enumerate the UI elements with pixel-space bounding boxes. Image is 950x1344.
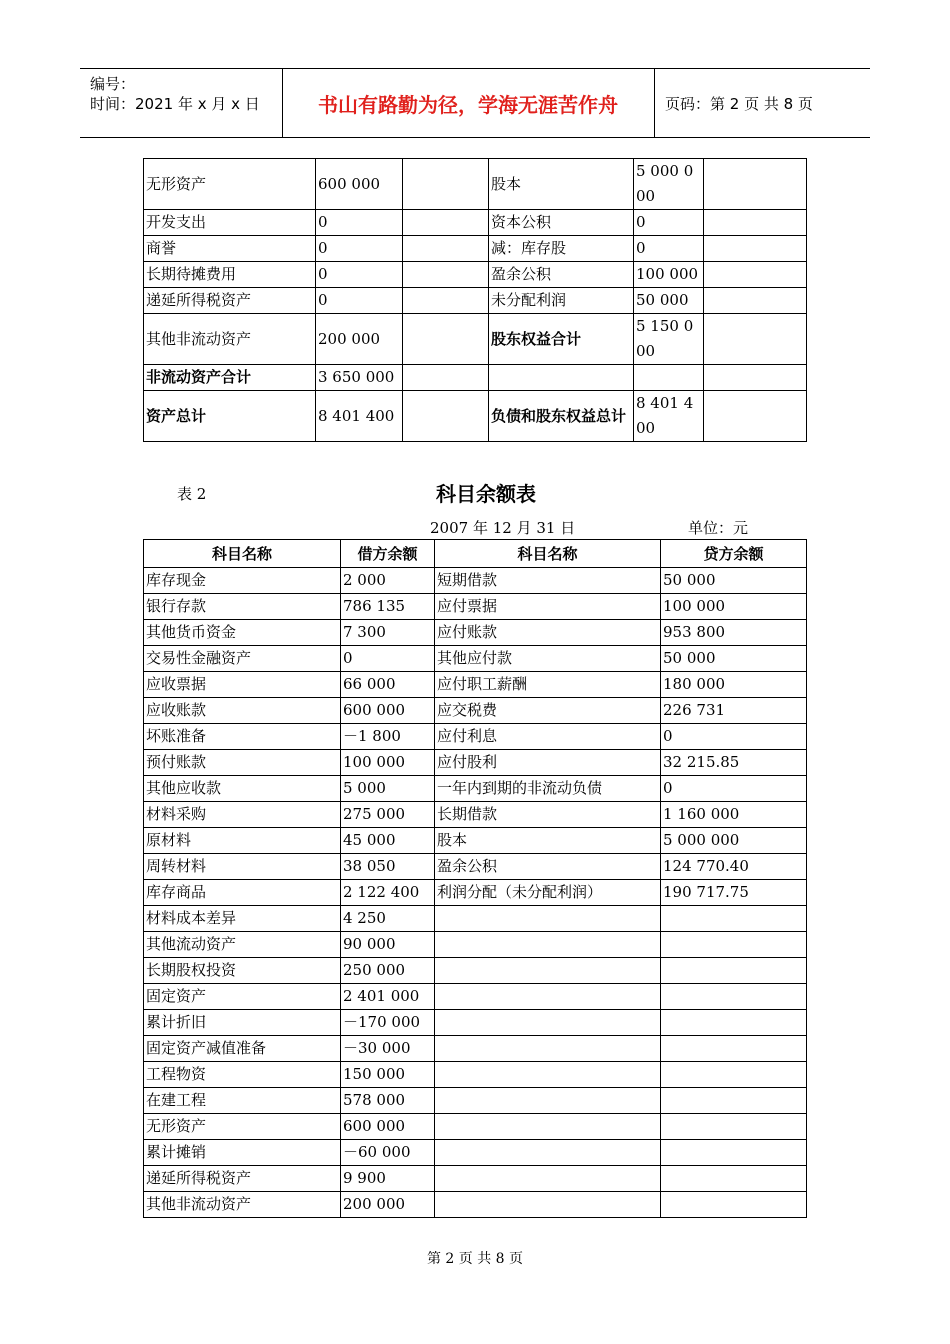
table-cell: 50 000 [634,288,704,314]
table-cell: 开发支出 [144,210,316,236]
table-row [144,210,807,236]
table-cell [403,288,489,314]
table-cell: 0 [661,724,807,750]
table-cell: 一年内到期的非流动负债 [435,776,661,802]
table-cell: 股东权益合计 [489,314,634,365]
table-cell: 应付账款 [435,620,661,646]
table-row [144,314,807,365]
table-cell: 0 [316,210,403,236]
table-cell: 减：库存股 [489,236,634,262]
table-row [144,159,807,210]
table-cell [435,1192,661,1218]
table-cell [704,159,807,210]
table-cell [435,1114,661,1140]
table-row [144,880,807,906]
table-cell [661,906,807,932]
table2-label: 表 2 [177,485,207,503]
table-row [144,646,807,672]
table-row [144,1114,807,1140]
table-cell: 预付账款 [144,750,341,776]
table-cell [435,1036,661,1062]
balance-sheet-table [143,158,807,442]
table-cell: 材料采购 [144,802,341,828]
table-cell: 8 401 400 [634,391,704,442]
table-cell: 负债和股东权益总计 [489,391,634,442]
table-row [144,1088,807,1114]
table-cell: －1 800 [341,724,435,750]
table-cell: 90 000 [341,932,435,958]
table-cell: 累计摊销 [144,1140,341,1166]
table-cell [403,210,489,236]
table-cell: 其他非流动资产 [144,1192,341,1218]
table-cell: 资本公积 [489,210,634,236]
table-cell: 长期股权投资 [144,958,341,984]
table-cell: 2 000 [341,568,435,594]
header-credit-balance: 贷方余额 [661,540,807,568]
page-header [80,68,870,138]
table-row [144,1010,807,1036]
table-cell: 0 [634,236,704,262]
table-cell [661,932,807,958]
table-cell: 未分配利润 [489,288,634,314]
table-cell: 原材料 [144,828,341,854]
table-cell: 1 160 000 [661,802,807,828]
table-cell: 应收票据 [144,672,341,698]
table-cell: 0 [316,262,403,288]
page-footer: 第 2 页 共 8 页 [426,1251,524,1267]
table-cell: 无形资产 [144,159,316,210]
table-row [144,776,807,802]
table-cell: 0 [316,236,403,262]
table-row [144,594,807,620]
table-cell: 工程物资 [144,1062,341,1088]
table-row [144,958,807,984]
table-cell: 226 731 [661,698,807,724]
table-cell [704,236,807,262]
table-cell: 0 [634,210,704,236]
table-cell: 124 770.40 [661,854,807,880]
table-row [144,802,807,828]
table-cell: 5 150 000 [634,314,704,365]
table-cell: 150 000 [341,1062,435,1088]
table-cell: 4 250 [341,906,435,932]
table-cell [661,984,807,1010]
table-cell [489,365,634,391]
table-cell: 盈余公积 [435,854,661,880]
table-cell: 275 000 [341,802,435,828]
table-cell [661,1036,807,1062]
table-row [144,1036,807,1062]
table-cell: 银行存款 [144,594,341,620]
table-cell: 其他非流动资产 [144,314,316,365]
table-cell: 38 050 [341,854,435,880]
table-cell: 50 000 [661,646,807,672]
table2-date: 2007 年 12 月 31 日 [430,519,576,537]
table-cell: 库存商品 [144,880,341,906]
table-row [144,932,807,958]
table-cell: 股本 [435,828,661,854]
table-cell: 递延所得税资产 [144,1166,341,1192]
table-cell [435,958,661,984]
table2-title: 科目余额表 [436,482,536,506]
table-cell [435,1088,661,1114]
table-cell [661,958,807,984]
table-cell [435,1140,661,1166]
table-row [144,1166,807,1192]
table-cell [403,365,489,391]
table-cell: 0 [316,288,403,314]
table-cell: 利润分配（未分配利润） [435,880,661,906]
table-cell: 100 000 [661,594,807,620]
table-cell: 材料成本差异 [144,906,341,932]
table-cell: 其他货币资金 [144,620,341,646]
table2-unit: 单位：元 [688,519,749,537]
table-cell [403,314,489,365]
table-cell: 盈余公积 [489,262,634,288]
table-cell: 5 000 000 [634,159,704,210]
table-cell: 578 000 [341,1088,435,1114]
table-cell: 应收账款 [144,698,341,724]
table-cell: 固定资产 [144,984,341,1010]
table-cell: 8 401 400 [316,391,403,442]
table-row [144,854,807,880]
table-cell: 9 900 [341,1166,435,1192]
table-cell: 长期待摊费用 [144,262,316,288]
table-cell: 交易性金融资产 [144,646,341,672]
table-cell: －170 000 [341,1010,435,1036]
table-row [144,1140,807,1166]
table-cell [704,210,807,236]
table-cell: 短期借款 [435,568,661,594]
table-cell: 7 300 [341,620,435,646]
time-label: 时间：2021 年 x 月 x 日 [90,95,260,113]
table-row [144,1062,807,1088]
table-cell [435,906,661,932]
table-cell [661,1166,807,1192]
table-cell: 50 000 [661,568,807,594]
table-cell: 5 000 000 [661,828,807,854]
table-cell [403,159,489,210]
table-cell [403,262,489,288]
table-row [144,984,807,1010]
table-cell: 周转材料 [144,854,341,880]
table-cell: 786 135 [341,594,435,620]
table-row [144,288,807,314]
table-cell [661,1192,807,1218]
table-cell: 应付职工薪酬 [435,672,661,698]
table-cell: 600 000 [341,1114,435,1140]
table-cell: 200 000 [341,1192,435,1218]
table-cell: 32 215.85 [661,750,807,776]
table-cell [435,1010,661,1036]
table-cell: 资产总计 [144,391,316,442]
table-cell: 其他应付款 [435,646,661,672]
table-cell: 3 650 000 [316,365,403,391]
table-cell: 长期借款 [435,802,661,828]
table-cell [435,1166,661,1192]
table-cell [403,236,489,262]
table-cell: 应交税费 [435,698,661,724]
table-cell: 固定资产减值准备 [144,1036,341,1062]
table-cell: 2 401 000 [341,984,435,1010]
table-cell: 190 717.75 [661,880,807,906]
header-debit-balance: 借方余额 [341,540,435,568]
table-cell: 无形资产 [144,1114,341,1140]
table-cell: 600 000 [341,698,435,724]
table-cell [704,314,807,365]
table-cell [435,984,661,1010]
table-cell: 2 122 400 [341,880,435,906]
table-cell: 库存现金 [144,568,341,594]
table-cell [403,391,489,442]
table-cell: 200 000 [316,314,403,365]
table-cell: 66 000 [341,672,435,698]
table-cell [704,288,807,314]
table-cell: 0 [341,646,435,672]
motto: 书山有路勤为径，学海无涯苦作舟 [282,69,655,137]
table-cell: －30 000 [341,1036,435,1062]
table-cell: 100 000 [341,750,435,776]
table-cell: 953 800 [661,620,807,646]
table-cell: 坏账准备 [144,724,341,750]
table-row [144,262,807,288]
table-row [144,828,807,854]
table-cell [661,1114,807,1140]
table-row [144,236,807,262]
table-cell: 250 000 [341,958,435,984]
table-cell: －60 000 [341,1140,435,1166]
table-cell: 递延所得税资产 [144,288,316,314]
table-cell: 其他流动资产 [144,932,341,958]
table-cell: 在建工程 [144,1088,341,1114]
table-row [144,724,807,750]
table-row [144,365,807,391]
table-cell [661,1010,807,1036]
table-cell [704,262,807,288]
table-row [144,698,807,724]
table-cell: 股本 [489,159,634,210]
table-cell: 0 [661,776,807,802]
table-cell: 45 000 [341,828,435,854]
table-cell: 应付股利 [435,750,661,776]
table-row [144,672,807,698]
table-cell: 应付票据 [435,594,661,620]
table-cell: 非流动资产合计 [144,365,316,391]
table-row [144,906,807,932]
table-cell: 商誉 [144,236,316,262]
table-cell: 600 000 [316,159,403,210]
table-row [144,391,807,442]
table-row [144,750,807,776]
table-cell [435,1062,661,1088]
table-cell: 5 000 [341,776,435,802]
header-account-name: 科目名称 [435,540,661,568]
table-cell [435,932,661,958]
table-cell [634,365,704,391]
table-cell [704,365,807,391]
table-cell [661,1062,807,1088]
table-cell: 100 000 [634,262,704,288]
table-cell: 应付利息 [435,724,661,750]
table-cell [704,391,807,442]
table-cell [661,1140,807,1166]
table-header-row [144,540,807,568]
header-account-name: 科目名称 [144,540,341,568]
page-label: 页码：第 2 页 共 8 页 [665,95,813,113]
table-row [144,568,807,594]
header-meta [80,69,283,137]
table-cell: 其他应收款 [144,776,341,802]
table-cell [661,1088,807,1114]
table-row [144,620,807,646]
table-cell: 180 000 [661,672,807,698]
number-label: 编号： [90,75,136,93]
table-row [144,1192,807,1218]
account-balance-table [143,539,807,1218]
table-cell: 累计折旧 [144,1010,341,1036]
